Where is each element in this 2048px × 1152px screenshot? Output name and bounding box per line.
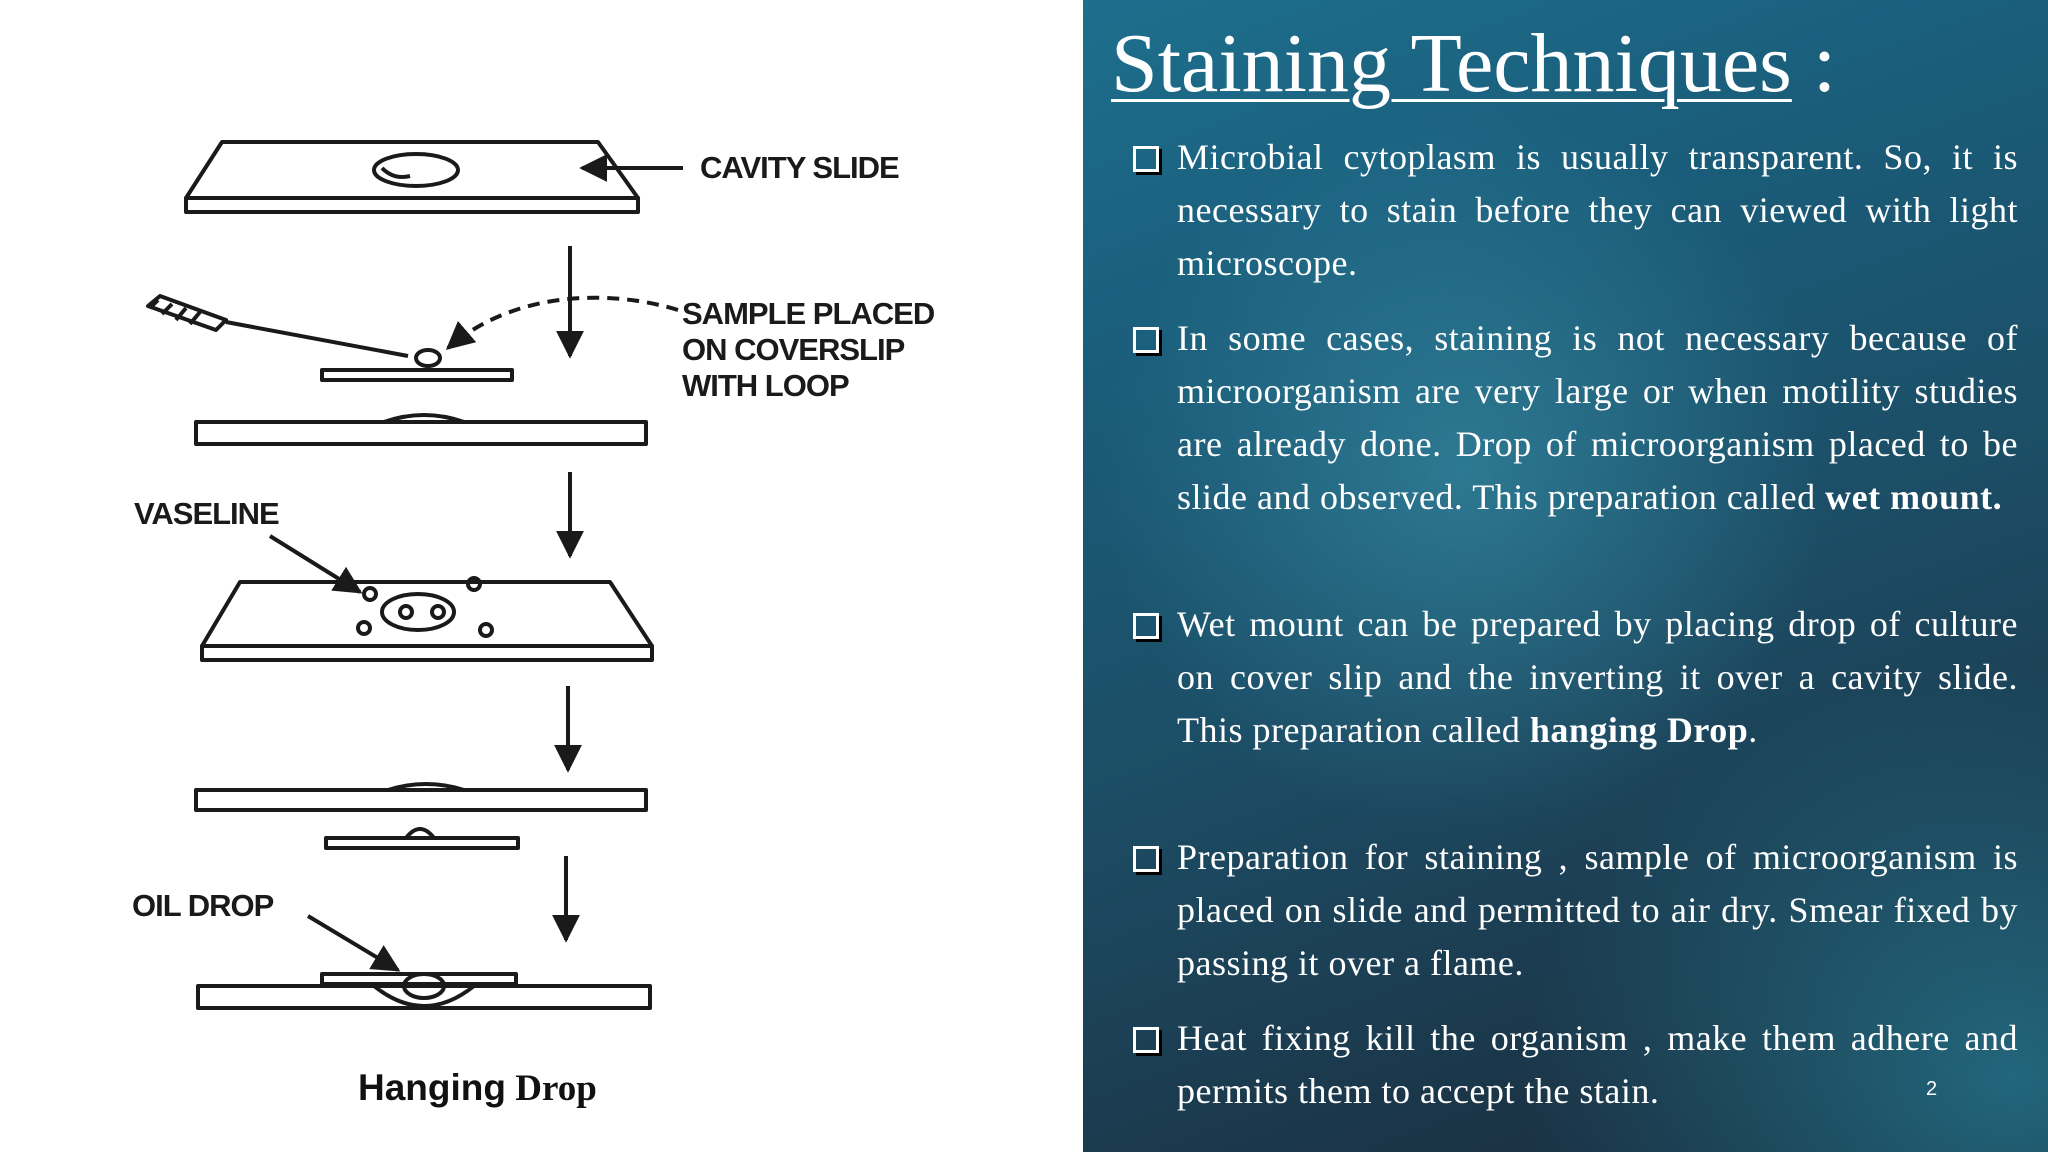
coverslip-step2 [322,370,512,380]
slide-title-suffix: : [1791,17,1837,110]
checkbox-bullet-icon [1133,846,1159,872]
label-vaseline: VASELINE [134,496,279,531]
bullet-item [1133,1012,2018,1118]
checkbox-bullet-icon [1133,146,1159,172]
page-number: 2 [1926,1078,1938,1100]
slide-step2 [196,422,646,444]
bullet-item [1133,831,2018,990]
label-cavity-slide: CAVITY SLIDE [700,150,899,185]
bullet-text: Preparation for staining , sample of microorganism is placed on slide and permitted to air dry. Smear fixed by passing it over a flame. [1177,837,2018,983]
checkbox-bullet-icon [1133,1027,1159,1053]
inoculating-loop [148,296,408,356]
bullet-text: Heat fixing kill the organism , make them adhere and permits them to accept the stain. [1177,1018,2018,1111]
bullet-text: In some cases, staining is not necessary because of microorganism are very large or when motility studies are already done. Drop of microorganism placed to be slide and observed. This preparation called wet mount. [1177,318,2018,517]
diagram-caption [358,1067,597,1110]
cavity-slide-shape [186,142,638,212]
label-oil-drop: OIL DROP [132,888,274,923]
bullet-item [1133,598,2018,757]
checkbox-bullet-icon [1133,327,1159,353]
sample-dashed-arrow [448,298,678,348]
caption-part1: Hanging [358,1067,506,1108]
sample-drop [416,350,440,366]
bullet-item [1133,131,2018,290]
bullet-text: Microbial cytoplasm is usually transparent. So, it is necessary to stain before they can viewed with light microscope. [1177,137,2018,283]
label-sample-3: WITH LOOP [682,368,849,403]
label-sample-2: ON COVERSLIP [682,332,905,367]
slide-title-text: Staining Techniques [1111,17,1792,110]
label-sample-1: SAMPLE PLACED [682,296,935,331]
coverslip-step4 [326,838,518,848]
bullet-item [1133,312,2018,524]
oil-drop-pointer [308,916,398,970]
caption-part2: Drop [515,1068,597,1109]
bullet-text: Wet mount can be prepared by placing drop of culture on cover slip and the inverting it over a cavity slide. This preparation called hanging Drop. [1177,604,2018,750]
vaseline-slide-shape [202,578,652,660]
slide-title [1111,18,1836,110]
checkbox-bullet-icon [1133,613,1159,639]
slide-step4 [196,790,646,810]
text-panel [1083,0,2048,1152]
